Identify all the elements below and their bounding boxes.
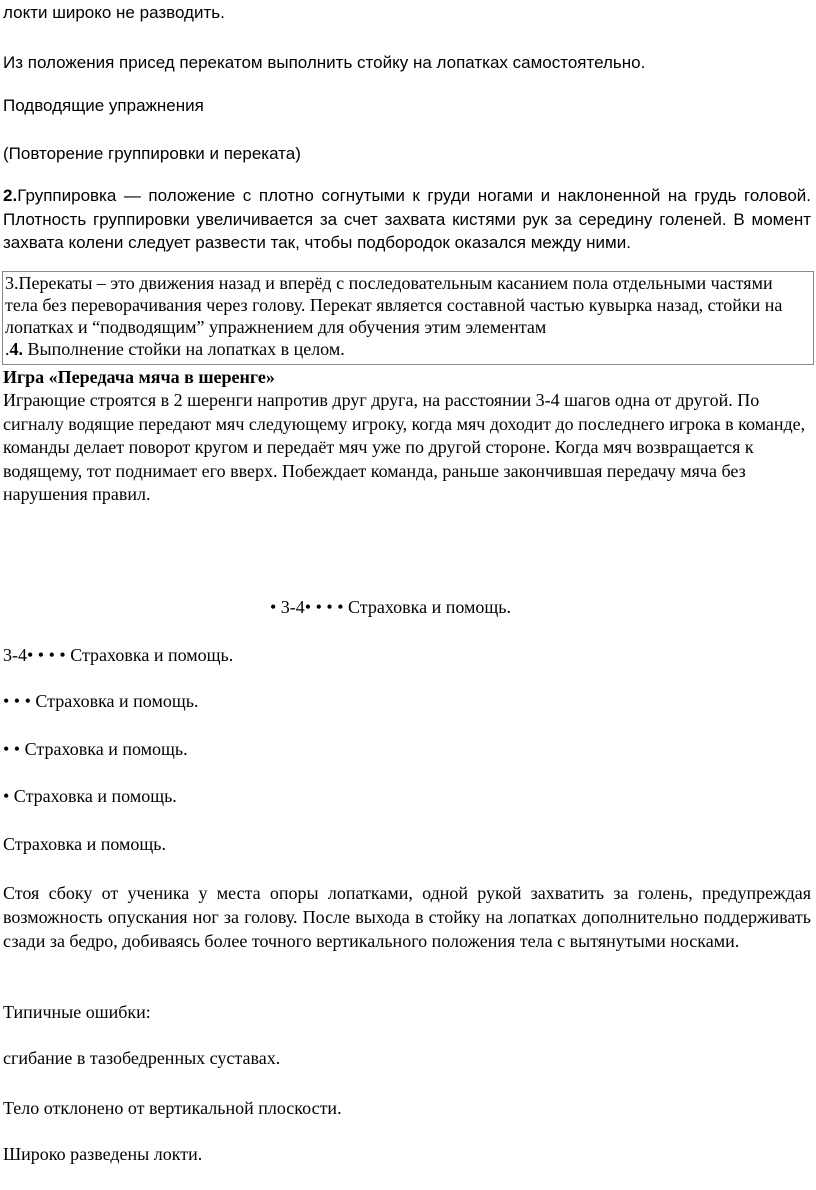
grouping-text: Группировка — положение с плотно согнутыми к груди ногами и наклоненной на грудь головой. Плотность группировки увеличивается за счет захвата кистями рук за середину голеней. В момент захвата колени следует развести так, чтобы подбородок оказался между ними.: [3, 186, 811, 252]
spotting-paragraph: Стоя сбоку от ученика у места опоры лопатками, одной рукой захватить за голень, предупреждая возможность опускания ног за голову. После выхода в стойку на лопатках дополнительно поддерживать сзади за бедро, добиваясь более точного вертикального положения тела с вытянутыми носками.: [3, 883, 811, 951]
error-item-1: сгибание в тазобедренных суставах.: [3, 1048, 281, 1068]
step4-number: 4.: [9, 339, 23, 359]
step4-text: Выполнение стойки на лопатках в целом.: [23, 339, 345, 359]
line-from-squat: Из положения присед перекатом выполнить стойку на лопатках самостоятельно.: [3, 53, 646, 72]
heading-lead-in: Подводящие упражнения: [3, 96, 204, 115]
bullet-line-6: Страховка и помощь.: [3, 834, 167, 854]
game-text: Играющие строятся в 2 шеренги напротив друг друга, на расстоянии 3-4 шагов одна от другой. По сигналу водящие передают мяч следующему игроку, когда мяч доходит до последнего игрока в команде, команды делает поворот кругом и передаёт мяч уже по другой стороне. Когда мяч возвращается к водящему, тот поднимает его вверх. Побеждает команда, раньше закончившая передачу мяча без нарушения правил.: [3, 390, 806, 504]
step4-line: [5, 338, 807, 360]
bullet-line-2: 3-4• • • • Страховка и помощь.: [3, 645, 234, 665]
bullet-line-4: • • Страховка и помощь.: [3, 739, 188, 759]
rolls-box: [2, 271, 814, 365]
error-item-3: Широко разведены локти.: [3, 1144, 203, 1164]
bullet-line-1: • 3-4• • • • Страховка и помощь.: [270, 597, 512, 617]
bullet-line-5: • Страховка и помощь.: [3, 786, 177, 806]
rolls-text: 3.Перекаты – это движения назад и вперёд с последовательным касанием пола отдельными частями тела без переворачивания через голову. Перекат является составной частью кувырка назад, стойки на лопатках и “подводящим” упражнением для обучения этим элементам: [5, 273, 783, 337]
game-title: Игра «Передача мяча в шеренге»: [3, 367, 275, 387]
error-item-2: Тело отклонено от вертикальной плоскости.: [3, 1098, 342, 1118]
grouping-paragraph: [3, 184, 811, 255]
step4-prefix: .: [5, 339, 10, 359]
grouping-number: 2.: [3, 186, 18, 205]
bullet-line-3: • • • Страховка и помощь.: [3, 691, 199, 711]
line-elbows: локти широко не разводить.: [3, 3, 225, 22]
heading-repeat: (Повторение группировки и переката): [3, 144, 301, 163]
errors-title: Типичные ошибки:: [3, 1002, 151, 1022]
